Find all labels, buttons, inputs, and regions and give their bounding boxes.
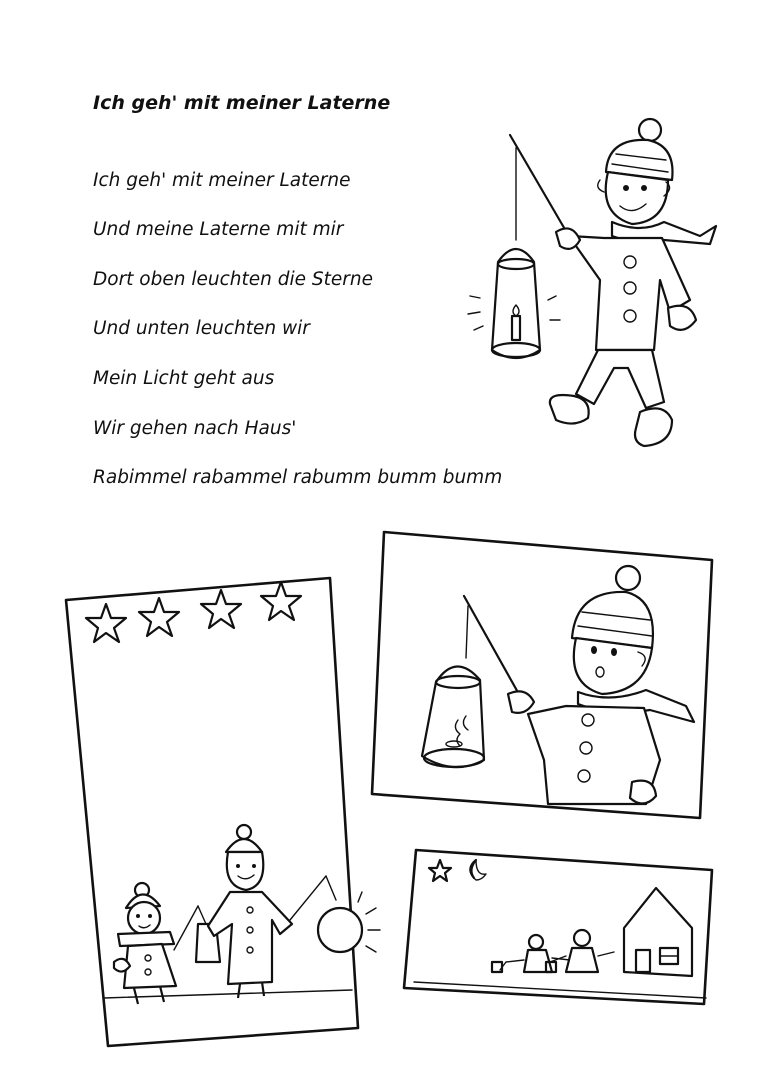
poem-line: Und unten leuchten wir bbox=[93, 318, 310, 339]
poem-line: Rabimmel rabammel rabumm bumm bumm bbox=[93, 467, 503, 488]
poem-line: Wir gehen nach Haus' bbox=[93, 418, 297, 439]
stars-and-children-picture bbox=[66, 578, 380, 1046]
poem-line: Und meine Laterne mit mir bbox=[93, 219, 344, 240]
child-with-lantern-illustration bbox=[468, 119, 716, 446]
poem-line: Mein Licht geht aus bbox=[93, 368, 275, 389]
going-home-picture bbox=[404, 850, 712, 1004]
poem-line: Dort oben leuchten die Sterne bbox=[93, 269, 373, 290]
poem-title: Ich geh' mit meiner Laterne bbox=[93, 92, 391, 114]
lantern-out-picture bbox=[372, 532, 712, 818]
poem-line: Ich geh' mit meiner Laterne bbox=[93, 170, 351, 191]
